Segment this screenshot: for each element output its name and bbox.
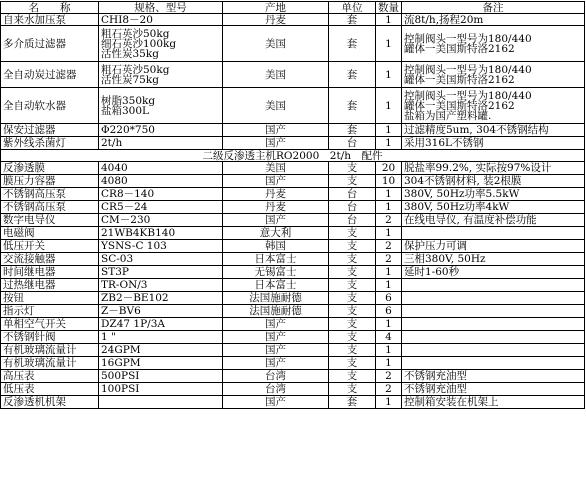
item-spec: 21WB4KB140 [99, 227, 223, 240]
item-unit: 支 [329, 370, 376, 383]
table-row [1, 26, 585, 62]
item-origin: 意大利 [223, 227, 329, 240]
item-unit: 套 [329, 62, 376, 88]
item-spec: YSNS-C 103 [99, 240, 223, 253]
item-note: 控制箱安装在机架上 [402, 396, 585, 409]
item-spec: TR-ON/3 [99, 279, 223, 292]
item-origin: 国产 [223, 344, 329, 357]
item-qty: 1 [376, 88, 402, 124]
item-unit: 套 [329, 124, 376, 137]
item-origin: 台湾 [223, 383, 329, 396]
item-name: 不锈钢针阀 [1, 331, 99, 344]
item-origin: 美国 [223, 26, 329, 62]
item-qty: 2 [376, 253, 402, 266]
item-qty: 1 [376, 318, 402, 331]
item-name: 有机玻璃流量计 [1, 344, 99, 357]
item-origin: 法国施耐德 [223, 292, 329, 305]
item-name: 单相空气开关 [1, 318, 99, 331]
item-unit: 台 [329, 201, 376, 214]
item-note [402, 318, 585, 331]
item-spec: 4040 [99, 162, 223, 175]
item-qty: 1 [376, 227, 402, 240]
item-note: 在线电导仪, 有温度补偿功能 [402, 214, 585, 227]
item-origin: 无锡富士 [223, 266, 329, 279]
item-qty: 1 [376, 26, 402, 62]
item-note: 延时1-60秒 [402, 266, 585, 279]
item-unit: 套 [329, 26, 376, 62]
item-note [402, 344, 585, 357]
pretreatment-rows [1, 14, 585, 150]
item-qty: 1 [376, 188, 402, 201]
header-unit: 单位 [329, 2, 376, 14]
item-origin: 丹麦 [223, 188, 329, 201]
section-row [1, 150, 585, 162]
item-name: 全自动软水器 [1, 88, 99, 124]
item-qty: 2 [376, 383, 402, 396]
item-qty: 10 [376, 175, 402, 188]
item-origin: 台湾 [223, 370, 329, 383]
item-origin: 丹麦 [223, 201, 329, 214]
item-name: 高压表 [1, 370, 99, 383]
item-unit: 支 [329, 227, 376, 240]
item-note: 不锈钢充油型 [402, 370, 585, 383]
item-qty: 1 [376, 357, 402, 370]
item-unit: 支 [329, 253, 376, 266]
table-row [1, 62, 585, 88]
equipment-spec-table [0, 1, 585, 409]
item-note: 控制阀头一型号为180/440 罐体一美国斯特洛2162 [402, 62, 585, 88]
header-qty: 数量 [376, 2, 402, 14]
table-row [1, 331, 585, 344]
item-unit: 支 [329, 318, 376, 331]
item-qty: 4 [376, 331, 402, 344]
item-origin: 国产 [223, 214, 329, 227]
item-spec: 24GPM [99, 344, 223, 357]
item-name: 交流接触器 [1, 253, 99, 266]
item-name: 保安过滤器 [1, 124, 99, 137]
table-row [1, 188, 585, 201]
item-qty: 1 [376, 201, 402, 214]
item-unit: 支 [329, 331, 376, 344]
item-qty: 2 [376, 240, 402, 253]
table-row [1, 14, 585, 26]
item-origin: 国产 [223, 137, 329, 150]
item-note [402, 292, 585, 305]
table-row [1, 357, 585, 370]
item-name: 反渗透膜 [1, 162, 99, 175]
item-note [402, 227, 585, 240]
header-origin: 产地 [223, 2, 329, 14]
table-row [1, 253, 585, 266]
item-unit: 支 [329, 279, 376, 292]
table-row [1, 344, 585, 357]
item-spec: CHI8－20 [99, 14, 223, 26]
item-name: 指示灯 [1, 305, 99, 318]
item-name: 不锈钢高压泵 [1, 201, 99, 214]
item-note [402, 279, 585, 292]
item-spec: 4080 [99, 175, 223, 188]
item-qty: 1 [376, 137, 402, 150]
item-origin: 日本富士 [223, 279, 329, 292]
header-spec: 规格、型号 [99, 2, 223, 14]
table-row [1, 292, 585, 305]
table-row [1, 227, 585, 240]
item-spec: 500PSI [99, 370, 223, 383]
item-origin: 国产 [223, 124, 329, 137]
item-qty: 1 [376, 124, 402, 137]
item-note: 不锈钢充油型 [402, 383, 585, 396]
table-row [1, 175, 585, 188]
item-qty: 2 [376, 370, 402, 383]
item-origin: 国产 [223, 396, 329, 409]
item-spec: DZ47 1P/3A [99, 318, 223, 331]
item-note: 采用316L不锈钢 [402, 137, 585, 150]
item-spec: CR8－140 [99, 188, 223, 201]
item-unit: 支 [329, 240, 376, 253]
item-spec: 粗石英沙50kg 细石英沙100kg 活性炭35kg [99, 26, 223, 62]
item-spec: 1 " [99, 331, 223, 344]
item-note: 380V, 50Hz功率4kW [402, 201, 585, 214]
item-unit: 套 [329, 14, 376, 26]
item-origin: 国产 [223, 331, 329, 344]
item-origin: 国产 [223, 357, 329, 370]
item-unit: 支 [329, 344, 376, 357]
item-origin: 国产 [223, 318, 329, 331]
item-unit: 台 [329, 214, 376, 227]
table-row [1, 240, 585, 253]
item-name: 紫外线杀菌灯 [1, 137, 99, 150]
item-unit: 支 [329, 162, 376, 175]
item-name: 反渗透机机架 [1, 396, 99, 409]
item-unit: 支 [329, 266, 376, 279]
item-name: 膜压力容器 [1, 175, 99, 188]
item-note: 流8t/h,扬程20m [402, 14, 585, 26]
table-row [1, 305, 585, 318]
header-name: 名 称 [1, 2, 99, 14]
item-unit: 支 [329, 305, 376, 318]
item-name: 有机玻璃流量计 [1, 357, 99, 370]
item-spec: 树脂350kg 盐箱300L [99, 88, 223, 124]
item-note: 保护压力可调 [402, 240, 585, 253]
item-spec: Z－BV6 [99, 305, 223, 318]
table-row [1, 318, 585, 331]
item-note [402, 331, 585, 344]
item-name: 按钮 [1, 292, 99, 305]
item-unit: 台 [329, 137, 376, 150]
item-unit: 套 [329, 396, 376, 409]
item-name: 时间继电器 [1, 266, 99, 279]
item-note: 控制阀头一型号为180/440 罐体一美国斯特洛2162 [402, 26, 585, 62]
item-spec: ST3P [99, 266, 223, 279]
item-qty: 1 [376, 14, 402, 26]
item-spec: 2t/h [99, 137, 223, 150]
item-qty: 20 [376, 162, 402, 175]
item-origin: 国产 [223, 175, 329, 188]
item-spec: 100PSI [99, 383, 223, 396]
table-row [1, 162, 585, 175]
item-origin: 韩国 [223, 240, 329, 253]
item-note: 控制阀头一型号为180/440 罐体一美国斯特洛2162 盐箱为国产塑料罐. [402, 88, 585, 124]
item-qty: 1 [376, 344, 402, 357]
table-row [1, 137, 585, 150]
item-spec: Φ220*750 [99, 124, 223, 137]
item-origin: 日本富士 [223, 253, 329, 266]
item-name: 过热继电器 [1, 279, 99, 292]
item-qty: 6 [376, 292, 402, 305]
item-origin: 法国施耐德 [223, 305, 329, 318]
table-row [1, 214, 585, 227]
header-note: 备注 [402, 2, 585, 14]
item-spec: CR5－24 [99, 201, 223, 214]
item-note [402, 305, 585, 318]
item-qty: 1 [376, 266, 402, 279]
item-qty: 6 [376, 305, 402, 318]
item-unit: 支 [329, 383, 376, 396]
item-note: 三相380V, 50Hz [402, 253, 585, 266]
item-spec: 粗石英沙50kg 活性炭75kg [99, 62, 223, 88]
item-name: 低压表 [1, 383, 99, 396]
item-note: 过滤精度5um, 304不锈钢结构 [402, 124, 585, 137]
table-row [1, 201, 585, 214]
item-note: 380V, 50Hz功率5.5kW [402, 188, 585, 201]
item-origin: 美国 [223, 162, 329, 175]
item-unit: 支 [329, 292, 376, 305]
item-name: 不锈钢高压泵 [1, 188, 99, 201]
item-qty: 1 [376, 396, 402, 409]
table-row [1, 370, 585, 383]
table-header-row [1, 2, 585, 14]
item-name: 自来水加压泵 [1, 14, 99, 26]
ro-accessory-rows [1, 162, 585, 409]
item-note [402, 357, 585, 370]
table-row [1, 383, 585, 396]
item-name: 低压开关 [1, 240, 99, 253]
table-row [1, 124, 585, 137]
item-origin: 美国 [223, 88, 329, 124]
table-row [1, 396, 585, 409]
item-unit: 台 [329, 188, 376, 201]
item-qty: 1 [376, 62, 402, 88]
item-name: 多介质过滤器 [1, 26, 99, 62]
item-name: 电磁阀 [1, 227, 99, 240]
item-spec: 16GPM [99, 357, 223, 370]
item-name: 数字电导仪 [1, 214, 99, 227]
table-row [1, 266, 585, 279]
item-unit: 支 [329, 175, 376, 188]
item-unit: 套 [329, 88, 376, 124]
item-spec [99, 396, 223, 409]
item-origin: 美国 [223, 62, 329, 88]
item-unit: 支 [329, 357, 376, 370]
table-row [1, 88, 585, 124]
item-qty: 2 [376, 214, 402, 227]
item-spec: SC-03 [99, 253, 223, 266]
section-title: 二级反渗透主机RO2000 2t/h 配件 [1, 150, 585, 162]
item-name: 全自动炭过滤器 [1, 62, 99, 88]
item-note: 脱盐率99.2%, 实际按97%设计 [402, 162, 585, 175]
item-origin: 丹麦 [223, 14, 329, 26]
item-note: 304不锈钢材料, 装2根膜 [402, 175, 585, 188]
item-qty: 1 [376, 279, 402, 292]
item-spec: CM－230 [99, 214, 223, 227]
table-row [1, 279, 585, 292]
item-spec: ZB2－BE102 [99, 292, 223, 305]
